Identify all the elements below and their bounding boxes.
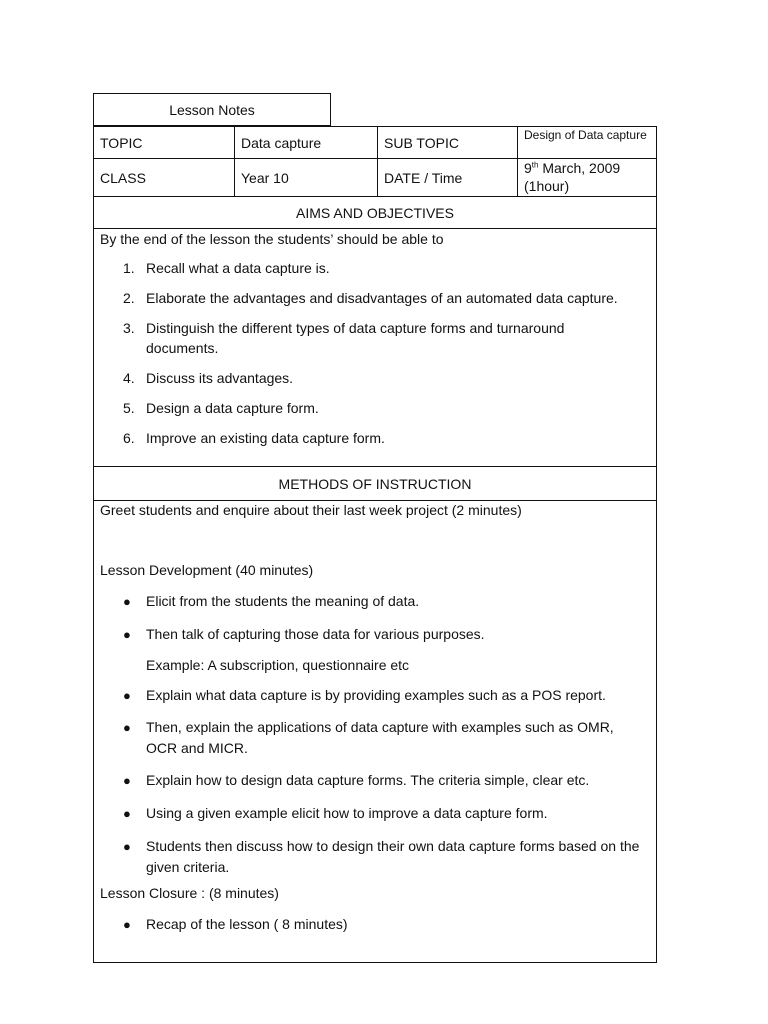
aims-intro: By the end of the lesson the students’ should be able to bbox=[100, 231, 444, 247]
aim-item bbox=[94, 288, 656, 308]
date-duration: (1hour) bbox=[524, 178, 570, 194]
development-item: ● Students then discuss how to design their own data capture forms based on the given criteria. bbox=[123, 838, 640, 875]
class-row bbox=[94, 159, 656, 197]
greeting-text: Greet students and enquire about their last week project (2 minutes) bbox=[100, 502, 522, 518]
aim-text: Distinguish the different types of data capture forms and turnaround documents. bbox=[146, 320, 565, 356]
date-day: 9 bbox=[524, 160, 532, 176]
date-value bbox=[518, 159, 655, 196]
aim-text: Design a data capture form. bbox=[146, 400, 319, 416]
aim-text: Elaborate the advantages and disadvantages of an automated data capture. bbox=[146, 290, 618, 306]
development-list-continued bbox=[94, 685, 656, 878]
subtopic-value: Design of Data capture bbox=[524, 128, 647, 142]
aim-item bbox=[94, 398, 656, 418]
aims-section bbox=[94, 229, 656, 467]
bullet-icon: ● bbox=[123, 594, 131, 609]
methods-section bbox=[94, 501, 656, 963]
date-suffix: th bbox=[531, 160, 539, 170]
aim-number: 2. bbox=[123, 290, 135, 306]
development-item: ● Explain what data capture is by providing examples such as a POS report. bbox=[94, 685, 656, 706]
topic-row bbox=[94, 127, 656, 159]
document-title-text: Lesson Notes bbox=[169, 101, 255, 118]
aims-list bbox=[94, 258, 656, 448]
aims-heading: AIMS AND OBJECTIVES bbox=[94, 197, 656, 229]
development-item: ● Then, explain the applications of data capture with examples such as OMR, OCR and MICR. bbox=[123, 719, 614, 756]
bullet-icon: ● bbox=[123, 627, 131, 642]
aim-number: 3. bbox=[123, 320, 135, 336]
aim-text: Recall what a data capture is. bbox=[146, 260, 330, 276]
closure-item: ● Recap of the lesson ( 8 minutes) bbox=[94, 914, 656, 935]
development-item: ● Elicit from the students the meaning of data. bbox=[94, 591, 656, 612]
date-label: DATE / Time bbox=[378, 159, 518, 196]
aim-number: 1. bbox=[123, 260, 135, 276]
development-list bbox=[94, 591, 656, 645]
aim-number: 6. bbox=[123, 430, 135, 446]
example-text: Example: A subscription, questionnaire etc bbox=[146, 657, 410, 673]
topic-value: Data capture bbox=[235, 127, 378, 158]
methods-heading: METHODS OF INSTRUCTION bbox=[94, 467, 656, 501]
class-value: Year 10 bbox=[235, 159, 378, 196]
aim-item bbox=[94, 318, 656, 358]
class-label: CLASS bbox=[94, 159, 235, 196]
subtopic-label: SUB TOPIC bbox=[378, 127, 518, 158]
development-item: ● Then talk of capturing those data for various purposes. bbox=[94, 624, 656, 645]
aim-item bbox=[94, 258, 656, 278]
development-heading: Lesson Development (40 minutes) bbox=[100, 562, 314, 578]
closure-heading: Lesson Closure : (8 minutes) bbox=[100, 885, 279, 901]
bullet-icon: ● bbox=[123, 917, 131, 932]
closure-list bbox=[94, 914, 656, 935]
bullet-icon: ● bbox=[123, 688, 131, 703]
aim-text: Discuss its advantages. bbox=[146, 370, 294, 386]
aim-item bbox=[94, 368, 656, 388]
aim-number: 4. bbox=[123, 370, 135, 386]
development-item: ● Explain how to design data capture forms. The criteria simple, clear etc. bbox=[94, 770, 656, 791]
bullet-icon: ● bbox=[123, 839, 131, 854]
bullet-icon: ● bbox=[123, 720, 131, 735]
document-title bbox=[93, 93, 331, 126]
development-item: ● Using a given example elicit how to improve a data capture form. bbox=[94, 803, 656, 824]
bullet-icon: ● bbox=[123, 806, 131, 821]
lesson-table bbox=[93, 126, 657, 963]
aim-item bbox=[94, 428, 656, 448]
aim-number: 5. bbox=[123, 400, 135, 416]
bullet-icon: ● bbox=[123, 773, 131, 788]
aim-text: Improve an existing data capture form. bbox=[146, 430, 385, 446]
topic-label: TOPIC bbox=[94, 127, 235, 158]
date-month-year: March, 2009 bbox=[538, 160, 621, 176]
